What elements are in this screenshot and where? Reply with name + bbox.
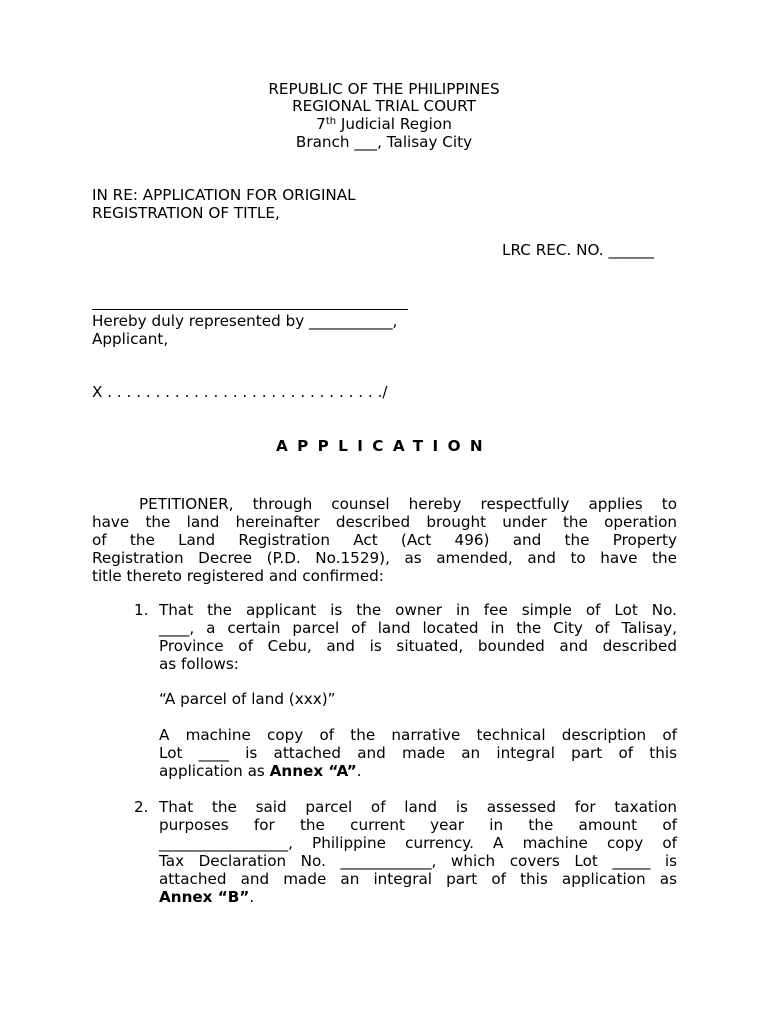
item-1-paragraph [159, 601, 677, 673]
item-1-line-4: as follows: [159, 655, 239, 673]
item-1-annex-line-1: A machine copy of the narrative technical description of [159, 726, 677, 744]
applicant-label: Applicant, [92, 330, 169, 348]
region-ordinal: th [325, 116, 337, 127]
header-republic: REPUBLIC OF THE PHILIPPINES [268, 80, 500, 98]
item-2-line-5: attached and made an integral part of this application as [159, 870, 677, 888]
header-branch: Branch ___, Talisay City [295, 133, 473, 151]
item-1-number: 1. [134, 601, 149, 619]
item-2-line-4: Tax Declaration No. ____________, which covers Lot _____ is [159, 852, 677, 870]
item-1-line-1: That the applicant is the owner in fee simple of Lot No. [159, 601, 677, 619]
item-2-line-2: purposes for the current year in the amount of [159, 816, 677, 834]
intro-paragraph [92, 495, 677, 585]
item-1-line-3: Province of Cebu, and is situated, bounded and described [159, 637, 677, 655]
header-region [0, 115, 768, 133]
item-1-annex-paragraph [159, 726, 677, 780]
intro-line-5: title thereto registered and confirmed: [92, 567, 384, 585]
intro-line-4: Registration Decree (P.D. No.1529), as amended, and to have the [92, 549, 677, 567]
item-1-annex-line-3 [159, 762, 677, 780]
annex-b-label: Annex “B” [159, 888, 250, 906]
item-1-annex-period: . [356, 762, 362, 780]
in-re-line-2: REGISTRATION OF TITLE, [92, 204, 280, 222]
annex-a-label: Annex “A” [269, 762, 357, 780]
item-1-line-2: ____, a certain parcel of land located in the City of Talisay, [159, 619, 677, 637]
region-number: 7 [316, 115, 326, 133]
in-re-line-1: IN RE: APPLICATION FOR ORIGINAL [92, 186, 356, 204]
item-1-annex-line-2: Lot ____ is attached and made an integral part of this [159, 744, 677, 762]
intro-line-2: have the land hereinafter described brought under the operation [92, 513, 677, 531]
represented-by: Hereby duly represented by ___________, [92, 312, 398, 330]
item-1-annex-text: application as [159, 762, 270, 780]
item-2-line-1: That the said parcel of land is assessed for taxation [159, 798, 677, 816]
region-text: Judicial Region [336, 115, 452, 133]
document-title: APPLICATION [275, 437, 493, 455]
intro-line-1: PETITIONER, through counsel hereby respectfully applies to [139, 495, 677, 513]
item-2-line-3: _________________, Philippine currency. A machine copy of [159, 834, 677, 852]
intro-line-3: of the Land Registration Act (Act 496) and the Property [92, 531, 677, 549]
item-2-number: 2. [134, 798, 149, 816]
item-2-line-6 [159, 888, 677, 906]
item-2-paragraph [159, 798, 677, 906]
applicant-name-blank [92, 309, 408, 310]
item-2-period: . [249, 888, 255, 906]
header-court: REGIONAL TRIAL COURT [292, 97, 476, 115]
lrc-rec-no: LRC REC. NO. ______ [502, 241, 655, 259]
item-1-quote: “A parcel of land (xxx)” [159, 690, 336, 708]
caption-x-line: X . . . . . . . . . . . . . . . . . . . . . . . . . . . . ./ [92, 383, 388, 401]
